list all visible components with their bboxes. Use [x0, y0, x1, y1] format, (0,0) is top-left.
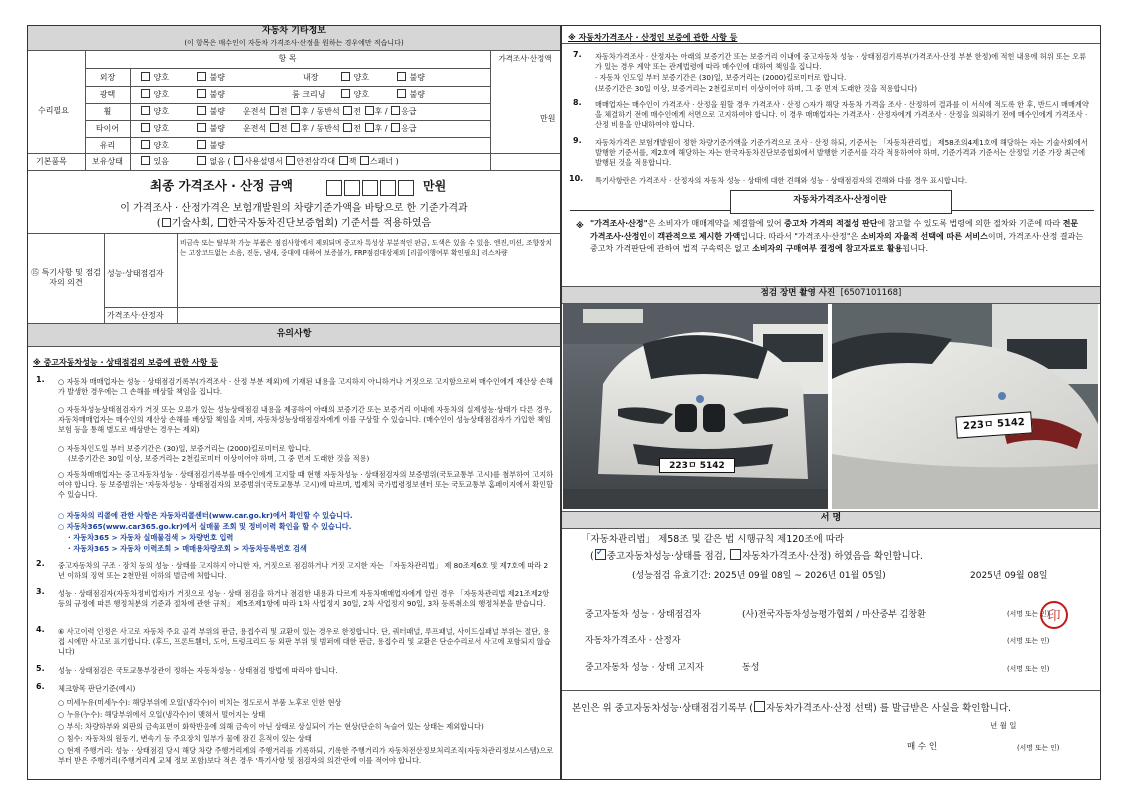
guarantee-note: (보증기간은 30일 이상, 보증거리는 2천킬로미터 이상이어야 하며, 그 중 먼저 도래한 것을 적용) — [68, 454, 370, 463]
special-remarks-text: 비금속 또는 탈부착 가능 부품은 점검사항에서 제외되며 중고차 특성상 부분적인 판금, 도색은 있을 수 있음. 엔진,미션, 조향장치는 고장코드없는 소음, 진동, 냄새, 중대에 대하여 보증불가, FRP점검대상제외 [리콜이행여부 확인필요] 리스차량 — [180, 239, 552, 258]
criteria-5: 현재 주행거리: 성능 · 상태점검 당시 해당 차량 주행거리계의 주행거리를 기록하되, 기록한 주행거리가 자동차전산정보처리조직(자동차관리정보시스템)으로부터 받은 주행거리(주행거리계 교체 정보 포함)보다 적은 경우 '특기사항 및 점검자의 의견'란에 이를 적어야 합니다. — [58, 746, 554, 766]
exterior-good-label: 양호 — [153, 73, 170, 82]
possession-yes-label: 있음 — [153, 157, 170, 166]
price-check-checkbox[interactable] — [730, 549, 741, 560]
tire-pass-rear-label: 후 — [374, 124, 383, 133]
item-1-text-4: 자동차매매업자는 중고자동차성능 · 상태점검기록부를 매수인에게 고지할 때 현행 자동차성능 · 상태점검자의 보증범위(국토교통부 고시)를 첨부하여 고지하여야 합니다. 등 보증범위는 '자동차성능 · 상태점검자의 보증범위'(국토교통부 고시)에 따르며, 법제처 국가법령정보센터 또는 국토교통부 홈페이지에서 확인할 수 있습니다. — [58, 470, 554, 500]
receipt-price-checkbox[interactable] — [754, 701, 765, 712]
item-7-num: 7. — [573, 50, 582, 59]
license-plate-front — [659, 458, 735, 473]
tire-passenger-label: 동반석 — [316, 124, 340, 133]
item-2-num: 2. — [36, 559, 45, 568]
glass-bad-label: 불량 — [209, 141, 226, 150]
inspector-sign: (서명 또는 인) — [1007, 610, 1050, 618]
final-price-label: 최종 가격조사 · 산정 금액 — [150, 178, 293, 193]
item-1-num: 1. — [36, 375, 45, 384]
tire-bad-label: 불량 — [209, 124, 226, 133]
item-10-text: 특기사항란은 가격조사 · 산정자의 자동차 성능 · 상태에 대한 견해와 성능 · 상태점검자의 견해와 다를 경우 표시합니다. — [595, 176, 968, 185]
notice-title: 유의사항 — [276, 329, 312, 339]
wheel-driver-front-label: 전 — [279, 107, 288, 116]
item-3-text: 성능 · 상태점검자(자동차정비업자)가 거짓으로 성능 · 상태 점검을 하거나 점검한 내용과 다르게 자동차매매업자에게 알린 경우 「자동차관리법 제21조제2항 등의 규정에 따른 행정처분의 기준과 절차에 관한 규칙」 제5조제1항에 따라 1차 사업정지 30일, 2차 사업정지 90일, 3차 등록취소의 행정처분을 받습니다. — [58, 589, 550, 609]
definition-text — [590, 218, 1088, 256]
row-tire-label: 타이어 — [95, 124, 120, 133]
repair-label: 수리필요 — [38, 106, 69, 115]
guarantee-km-suffix: )킬로미터로 합니다. — [248, 444, 311, 453]
guarantee-km: 2000 — [229, 444, 249, 453]
plate-front-text: 223ㅁ 5142 — [669, 461, 725, 471]
wheel-pass-rear-label: 후 — [374, 107, 383, 116]
gloss-bad-label: 불량 — [209, 90, 226, 99]
def-text-10: 이며, 가격조사·산정 결과는 중고차 가격판단에 관하여 법적 구속력은 없고 — [590, 231, 1084, 253]
signature-title: 서 명 — [820, 513, 842, 523]
tire-driver-front-checkbox[interactable] — [270, 123, 279, 132]
def-bold-11: 소비자의 구매여부 결정에 참고자료로 활용 — [752, 244, 903, 253]
wheel-driver-label: 운전석 — [243, 107, 267, 116]
receipt-confirm — [572, 701, 1011, 715]
guarantee-km-prefix: )일, 보증거리는 ( — [175, 444, 230, 453]
tire-driver-front-label: 전 — [279, 124, 288, 133]
wheel-driver-rear-label: 후 — [301, 107, 309, 116]
interior-good-label: 양호 — [353, 73, 370, 82]
definition-mark: ※ — [576, 221, 584, 230]
def-bold-3: 중고차 가격의 적절성 판단 — [784, 219, 878, 228]
definition-title: 자동차가격조사·산정이란 — [793, 195, 887, 205]
def-bold-1: "가격조사·산정" — [590, 219, 648, 228]
item-10-num: 10. — [569, 174, 584, 183]
inspection-photo-rear[interactable] — [832, 304, 1098, 509]
wheel-spare-checkbox[interactable] — [391, 106, 400, 115]
triangle-checkbox[interactable] — [286, 156, 295, 165]
car365-step-1: · 자동차365 > 자동차 실매물검색 > 차량번호 입력 — [68, 533, 234, 542]
recall-center-link[interactable]: 자동차의 리콜에 관한 사항은 자동차리콜센터(www.car.go.kr)에서 확인할 수 있습니다. — [66, 511, 353, 520]
sign-date: 2025년 09월 08일 — [970, 571, 1048, 581]
assoc-label: 한국자동차진단보증협회) 기준서를 적용하였음 — [227, 218, 432, 229]
buyer-label: 매 수 인 — [907, 742, 938, 752]
row-wheel-label: 휠 — [103, 107, 112, 116]
wheel-spare-label: 응급 — [401, 107, 417, 116]
appraiser-km-prefix: )일, 보증거리는 ( — [710, 73, 766, 82]
jack-checkbox[interactable] — [339, 156, 348, 165]
spanner-checkbox[interactable] — [360, 156, 369, 165]
inspection-photo-front[interactable] — [563, 304, 828, 509]
wheel-pass-rear-checkbox[interactable] — [365, 106, 374, 115]
info-title: 자동차 기타정보 — [262, 26, 326, 36]
gloss-bad-checkbox[interactable] — [197, 89, 206, 98]
photo-title: 점검 장면 촬영 사진 — [760, 288, 836, 298]
wheel-pass-front-label: 전 — [353, 107, 361, 116]
car365-step-2: · 자동차365 > 자동차 이력조회 > 매매용차량조회 > 자동차등록번호 검색 — [68, 544, 307, 553]
special-appraiser-label: 가격조사·산정자 — [107, 311, 164, 320]
item-8-num: 8. — [573, 98, 582, 107]
possession-no-checkbox[interactable] — [197, 156, 206, 165]
wheel-driver-front-checkbox[interactable] — [270, 106, 279, 115]
validity-period: (성능점검 유효기간: 2025년 09월 08일 ~ 2026년 01월 05일) — [632, 571, 886, 581]
item-6-text: 체크항목 판단기준(예시) — [58, 684, 136, 693]
seal-stamp-icon: 印 — [1040, 601, 1068, 629]
room-bad-checkbox[interactable] — [397, 89, 406, 98]
price-unit: 만원 — [540, 114, 556, 123]
final-note-2: ( 기술사회, 한국자동차진단보증협회) 기준서를 적용하였음 — [156, 218, 432, 229]
possession-no-label: 없음 — [209, 157, 226, 166]
photo-header-text — [562, 288, 1100, 299]
room-good-checkbox[interactable] — [341, 89, 350, 98]
tire-driver-label: 운전석 — [243, 124, 267, 133]
exterior-bad-label: 불량 — [209, 73, 226, 82]
wheel-driver-rear-checkbox[interactable] — [291, 106, 300, 115]
tech-society-checkbox[interactable] — [162, 218, 171, 227]
room-bad-label: 불량 — [409, 90, 426, 99]
wheel-bad-label: 불량 — [209, 107, 226, 116]
final-price-unit: 만원 — [423, 179, 447, 193]
buyer-sign: (서명 또는 인) — [1017, 744, 1060, 752]
interior-bad-label: 불량 — [409, 73, 426, 82]
glass-good-label: 양호 — [153, 141, 170, 150]
def-bold-5: 전문 가격조사·산정인 — [590, 219, 1079, 241]
special-inspector-label: 성능·상태점검자 — [107, 269, 164, 278]
inspector-name: (사)전국자동차성능평가협회 / 마산중부 김창환 — [742, 610, 926, 620]
triangle-label: 안전삼각대 — [296, 157, 336, 166]
item-9-num: 9. — [573, 136, 582, 145]
interior-good-checkbox[interactable] — [341, 72, 350, 81]
gloss-good-label: 양호 — [153, 90, 170, 99]
exterior-bad-checkbox[interactable] — [197, 72, 206, 81]
tech-society-label: 기술사회, — [171, 218, 214, 229]
gloss-good-checkbox[interactable] — [141, 89, 150, 98]
item-1-text: 자동차 매매업자는 성능 · 상태점검기록부(가격조사 · 산정 부분 제외)에 기재된 내용을 고지하지 아니하거나 거짓으로 고지함으로써 매수인에게 재산상 손해가 발생한 경우에는 그 손해를 배상할 책임을 집니다. — [58, 377, 554, 397]
appraiser-days: 30 — [701, 73, 711, 82]
def-text-12: 됩니다. — [902, 244, 929, 253]
law-line-2: ( ✓ 중고자동차성능·상태를 점검, 자동차가격조사·산정) 하였음을 확인합니다. — [590, 547, 923, 562]
room-good-label: 양호 — [353, 90, 370, 99]
row-possession-label: 보유상태 — [92, 157, 123, 166]
final-note-1: 이 가격조사 · 산정가격은 보험개발원의 차량기준가액을 바탕으로 한 기준가격과 — [120, 203, 468, 214]
def-text-4: 에 참고할 수 있도록 법령에 의한 절차와 기준에 따라 — [877, 219, 1061, 228]
col-item-header: 항 목 — [278, 54, 297, 63]
jack-label: 잭 — [348, 157, 357, 166]
tire-good-label: 양호 — [153, 124, 170, 133]
appraiser-days-prefix: · 자동차 인도일 부터 보증기간은 ( — [595, 73, 702, 82]
final-price-boxes[interactable] — [325, 177, 415, 196]
tire-pass-front-label: 전 — [353, 124, 361, 133]
law-line-1: 「자동차관리법」 제58조 및 같은 법 시행규칙 제120조에 따라 — [581, 534, 845, 545]
item-4-num: 4. — [36, 625, 45, 634]
manual-label: 사용설명서 — [244, 157, 283, 166]
tire-good-checkbox[interactable] — [141, 123, 150, 132]
notifier-label: 중고자동차 성능 · 상태 고지자 — [585, 663, 704, 673]
tire-pass-front-checkbox[interactable] — [343, 123, 352, 132]
car365-link[interactable]: 자동차365(www.car365.go.kr)에서 실매물 조회 및 정비이력 확인을 할 수 있습니다. — [66, 522, 352, 531]
tire-spare-label: 응급 — [401, 124, 417, 133]
appraiser-guarantee-title: ※ 자동차가격조사 · 산정인 보증에 관한 사항 등 — [568, 33, 738, 42]
possession-yes-checkbox[interactable] — [141, 156, 150, 165]
wheel-passenger-label: 동반석 — [316, 107, 340, 116]
appraiser-km-suffix: )킬로미터로 합니다. — [783, 73, 847, 82]
def-bold-9: 소비자의 자율적 선택에 따른 서비스 — [860, 231, 988, 241]
wheel-good-label: 양호 — [153, 107, 170, 116]
def-text-2: 은 소비자가 매매계약을 체결함에 있어 — [647, 219, 782, 228]
item-4-text: ⑥ 사고이력 인정은 사고로 자동차 주요 골격 부위의 판금, 용접수리 및 교환이 있는 경우로 한정합니다. 단, 쿼터패널, 루프패널, 사이드실패널 부위는 절단, 용접 시에만 사고로 표기합니다. (후드, 프론트휀더, 도어, 트렁크리드 등 외판 부위 및 범퍼에 대한 판금, 용접수리 및 교환은 단순수리로서 사고에 포함되지 않습니다) — [58, 627, 551, 657]
basic-label: 기본품목 — [36, 157, 67, 166]
glass-good-checkbox[interactable] — [141, 140, 150, 149]
receipt-confirm-a: 본인은 위 중고자동차성능·상태점검기록부 ( — [572, 703, 753, 714]
item-5-text: 성능 · 상태점검은 국토교통부장관이 정하는 자동차성능 · 상태점검 방법에 따라야 합니다. — [58, 666, 338, 675]
item-8-text: 매매업자는 매수인이 가격조사 · 산정을 원할 경우 가격조사 · 산정 ○자가 해당 자동차 가격을 조사 · 산정하여 결과를 이 서식에 적도록 한 후, 반드시 매매계약을 체결하기 전에 매수인에게 서면으로 고지하여야 합니다. 이 경우 매매업자는 가격조사 · 산정자에게 가격조사 · 산정을 의뢰하기 전에 매수인에게 가격조사 · 산정 비용을 안내하여야 합니다. — [595, 100, 1089, 130]
tire-bad-checkbox[interactable] — [197, 123, 206, 132]
item-9-text: 자동차가격은 보험개발원이 정한 차량기준가액을 기준가격으로 조사 · 산정 하되, 기준서는 「자동차관리법」 제58조의4제1호에 해당하는 자는 기술사회에서 발행한 기준서를, 제2호에 해당하는 자는 한국자동차진단보증협회에서 발행한 기준서를 각각 적용하여야 하며, 기준가격과 기준서는 산정일 기준 가장 최근에 발행된 것을 적용합니다. — [595, 138, 1088, 168]
item-5-num: 5. — [36, 664, 45, 673]
tire-driver-rear-checkbox[interactable] — [291, 123, 300, 132]
tire-driver-rear-label: 후 — [301, 124, 309, 133]
criteria-1: 미세누유(미세누수): 해당부위에 오일(냉각수)이 비치는 정도로서 부품 노후로 인한 현상 — [66, 698, 342, 707]
def-text-8: 입니다. 따라서 "가격조사·산정"은 — [740, 231, 859, 241]
appraiser-label: 자동차가격조사 · 산정자 — [585, 636, 681, 646]
row-room-clean-label: 룸 크리닝 — [292, 90, 326, 99]
guarantee-days-prefix: 자동차인도일 부터 보증기간은 ( — [66, 444, 167, 453]
law-line-2a: 중고자동차성능·상태를 점검, — [606, 551, 726, 562]
def-text-6: 이 — [647, 231, 655, 241]
interior-bad-checkbox[interactable] — [397, 72, 406, 81]
item-7-text: 자동차가격조사 · 산정자는 아래의 보증기간 또는 보증거리 이내에 중고자동차 성능 · 상태점검기록부(가격조사·산정 부분 한정)에 적힌 내용에 허위 또는 오류가 있는 경우 계약 또는 관계법령에 따라 매수인에 대하여 책임을 집니다. — [595, 52, 1087, 72]
exterior-good-checkbox[interactable] — [141, 72, 150, 81]
notifier-name: 동성 — [742, 663, 760, 673]
special-remarks-label: ⑮ 특기사항 및 점검자의 의견 — [31, 268, 101, 288]
photo-code: [6507101168] — [840, 288, 902, 298]
tire-spare-checkbox[interactable] — [391, 123, 400, 132]
criteria-3: 부식: 차량하부와 외판의 금속표면이 화학반응에 의해 금속이 아닌 상태로 상실되어 가는 현상(단순히 녹슬어 있는 상태는 제외합니다) — [66, 722, 484, 731]
wheel-good-checkbox[interactable] — [141, 106, 150, 115]
appraiser-km: 2000 — [765, 73, 784, 82]
perf-check-checkbox[interactable]: ✓ — [595, 547, 605, 558]
wheel-bad-checkbox[interactable] — [197, 106, 206, 115]
receipt-date: 년 월 일 — [990, 721, 1017, 730]
glass-bad-checkbox[interactable] — [197, 140, 206, 149]
receipt-confirm-b: 자동차가격조사·산정 선택) 를 발급받은 사실을 확인합니다. — [765, 703, 1012, 714]
wheel-pass-front-checkbox[interactable] — [343, 106, 352, 115]
row-interior-label: 내장 — [303, 73, 319, 82]
assoc-checkbox[interactable] — [218, 218, 227, 227]
criteria-4: 침수: 자동차의 원동기, 변속기 등 주요장치 일부가 물에 잠긴 흔적이 있는 상태 — [66, 734, 312, 743]
def-bold-7: 객관적으로 제시한 가액 — [657, 231, 741, 241]
info-subtitle: (이 항목은 매수인이 자동차 가격조사·산정을 원하는 경우에만 적습니다) — [184, 39, 404, 47]
item-3-num: 3. — [36, 587, 45, 596]
manual-checkbox[interactable] — [234, 156, 243, 165]
row-gloss-label: 광택 — [99, 90, 116, 99]
appraiser-sign: (서명 또는 인) — [1007, 637, 1050, 645]
appraiser-guarantee-note: (보증기간은 30일 이상, 보증거리는 2천킬로미터 이상이어야 하며, 그 중 먼저 도래한 것을 적용합니다) — [595, 84, 918, 93]
item-6-num: 6. — [36, 682, 45, 691]
criteria-2: 누유(누수): 해당부위에서 오일(냉각수)이 맺혀서 떨어지는 상태 — [66, 710, 266, 719]
guarantee-days: 30 — [166, 444, 176, 453]
item-2-text: 중고자동차의 구조 · 장치 등의 성능 · 상태를 고지하지 아니한 자, 거짓으로 점검하거나 거짓 고지한 자는 「자동차관리법」 제 80조제6호 및 제7호에 따라 2년 이하의 징역 또는 2천만원 이하의 벌금에 처합니다. — [58, 561, 549, 581]
item-1-text-2: 자동차성능상태점검자가 거짓 또는 오류가 있는 성능상태점검 내용을 제공하여 아래의 보증기간 또는 보증거리 이내에 자동차의 실제성능·상태가 다른 경우, 자동차매매업자는 매수인의 재산상 손해를 배상할 책임을 지며, 자동차성능상태점검자에게 이를 구상할 수 있습니다. (매수인이 성능상태점검자가 가입한 책임보험 등을 통해 별도로 배상받는 경우는 제외) — [58, 405, 553, 435]
tire-pass-rear-checkbox[interactable] — [365, 123, 374, 132]
row-glass-label: 유리 — [99, 141, 116, 150]
notifier-sign: (서명 또는 인) — [1007, 665, 1050, 673]
spanner-label: 스패너 — [369, 157, 394, 166]
perf-guarantee-title: ※ 중고자동차성능 · 상태점검의 보증에 관한 사항 등 — [33, 358, 218, 367]
col-price-header: 가격조사·산정액 — [498, 54, 552, 63]
law-line-2b: 자동차가격조사·산정) 하였음을 확인합니다. — [741, 551, 923, 562]
row-exterior-label: 외장 — [99, 73, 116, 82]
inspector-label: 중고자동차 성능 · 상태점검자 — [585, 610, 701, 620]
plate-rear-text: 223ㅁ 5142 — [962, 416, 1026, 433]
